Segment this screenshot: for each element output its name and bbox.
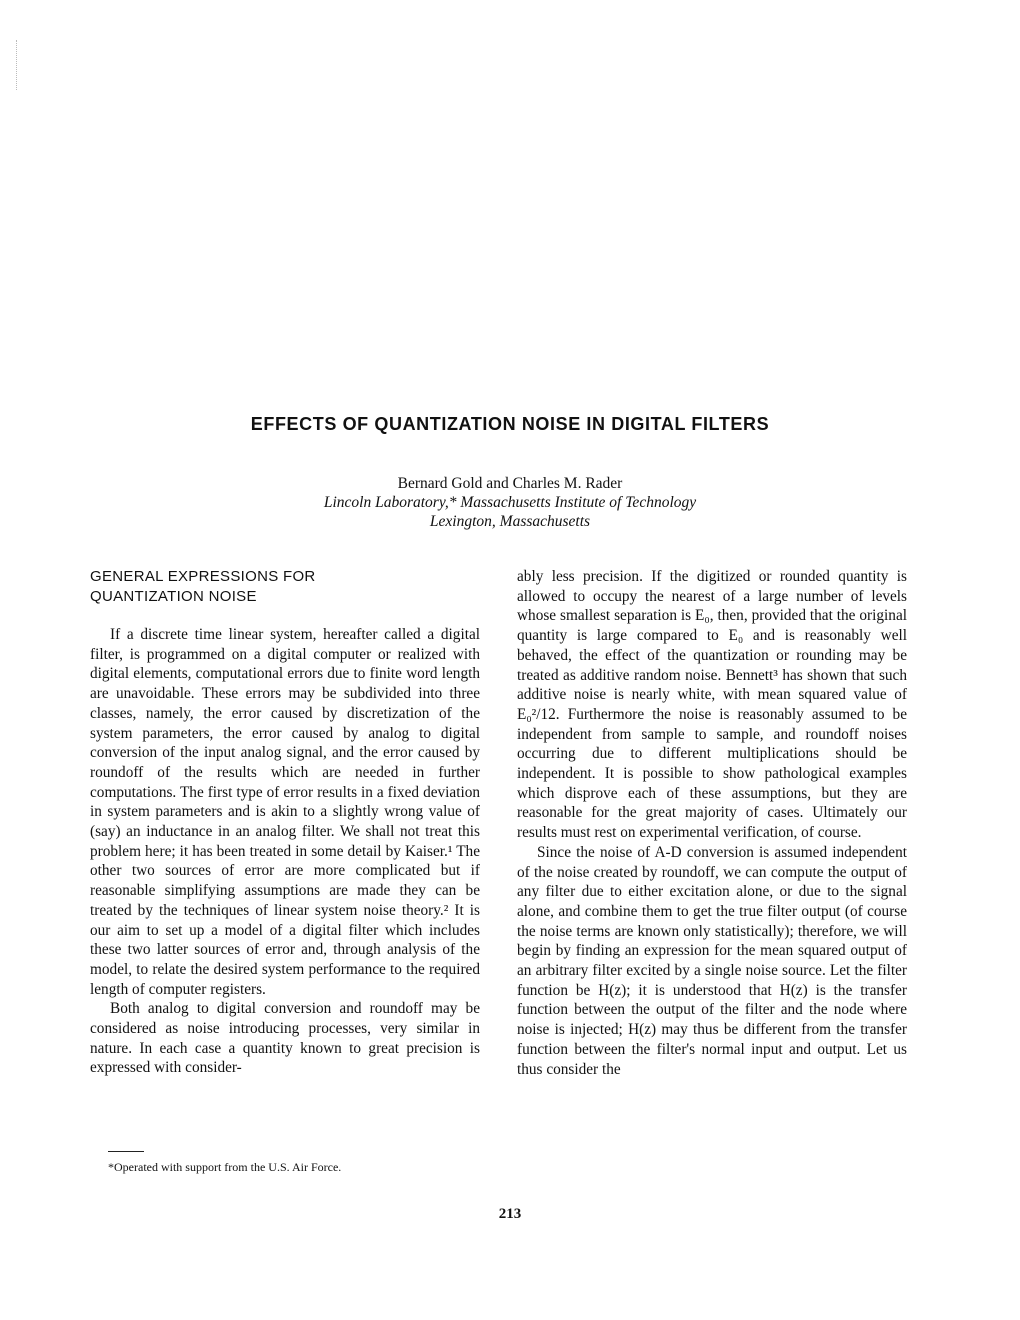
paragraph: Both analog to digital conversion and roundoff may be considered as noise introducing processes, very similar in nature. In each case a quantity known to great precision is expressed with consider-	[90, 1000, 480, 1077]
paragraph: Since the noise of A-D conversion is assumed independent of the noise created by roundoff, we can compute the output of any filter due to either excitation alone, or due to the signal alone, and combine them to get the true filter output (of course the noise terms are known only statistically); therefore, we will begin by finding an expression for the mean squared output of an arbitrary filter excited by a single noise source. Let the filter function be H(z); it is understood that H(z) is the transfer function between the output of the filter and the node where noise is injected; H(z) may thus be different from the transfer function between the filter's normal input and output. Let us thus consider the	[517, 843, 907, 1078]
right-column	[517, 567, 907, 1079]
footnote: *Operated with support from the U.S. Air Force.	[108, 1160, 342, 1174]
left-column	[90, 567, 480, 1078]
author-block	[0, 474, 1020, 531]
section-heading-line1: GENERAL EXPRESSIONS FOR	[90, 568, 316, 585]
paragraph: If a discrete time linear system, hereafter called a digital filter, is programmed on a digital computer or realized with digital elements, computational errors due to finite word length are unavoidable. These errors may be subdivided into three classes, namely, the error caused by discretization of the system parameters, the error caused by analog to digital conversion of the input analog signal, and the error caused by roundoff of the results which are needed in further computations. The first type of error results in a fixed deviation in system parameters and is akin to a slightly wrong value of (say) an inductance in an analog filter. We shall not treat this problem here; it has been treated in some detail by Kaiser.¹ The other two sources of error are more complicated but if reasonable simplifying assumptions are made they can be treated by the techniques of linear system noise theory.² It is our aim to set up a model of a digital filter which includes these two latter sources of error and, through analysis of the model, to relate the desired system performance to the required length of computer registers.	[90, 626, 480, 998]
footnote-divider	[108, 1151, 144, 1152]
section-heading	[90, 567, 480, 607]
page-number: 213	[498, 1206, 522, 1222]
author-location: Lexington, Massachusetts	[429, 513, 591, 530]
paper-title: EFFECTS OF QUANTIZATION NOISE IN DIGITAL FILTERS	[250, 414, 770, 434]
author-affiliation: Lincoln Laboratory,* Massachusetts Institute of Technology	[323, 494, 697, 511]
paragraph: ably less precision. If the digitized or rounded quantity is allowed to occupy the nearest of a large number of levels whose smallest separation is E₀, then, provided that the original quantity is large compared to E₀ and is reasonably well behaved, the effect of the quantization or rounding may be treated as additive random noise. Bennett³ has shown that such additive noise is nearly white, with mean squared value of E₀²/12. Furthermore the noise is reasonably assumed to be independent from sample to sample, and roundoff noises occurring due to different multiplications should be independent. It is possible to show pathological examples which disprove each of these assumptions, but they are reasonable for the great majority of cases. Ultimately our results must rest on experimental verification, of course.	[517, 568, 907, 842]
section-heading-line2: QUANTIZATION NOISE	[90, 588, 257, 605]
scan-artifact	[16, 40, 18, 90]
author-names: Bernard Gold and Charles M. Rader	[397, 475, 623, 492]
